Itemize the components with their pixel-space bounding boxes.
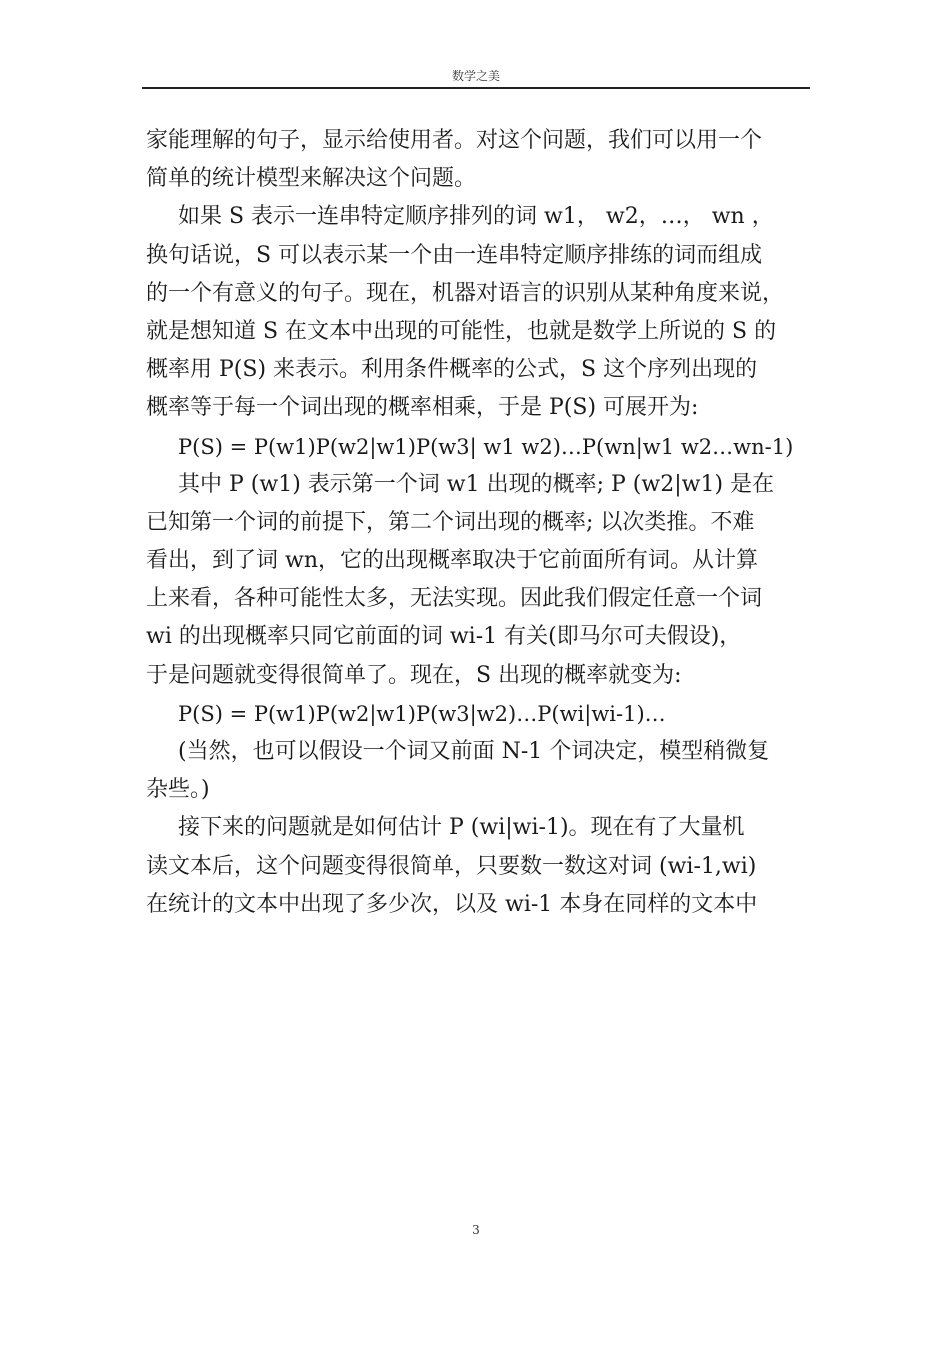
text-line: 概率等于每一个词出现的概率相乘，于是 P(S) 可展开为:: [146, 395, 699, 421]
text-line: 家能理解的句子，显示给使用者。对这个问题，我们可以用一个: [146, 128, 763, 153]
text-line: 读文本后，这个问题变得很简单，只要数一数这对词 (wi-1,wi): [146, 853, 757, 879]
text-line: 的一个有意义的句子。现在，机器对语言的识别从某种角度来说，: [146, 280, 785, 306]
page-number: 3: [472, 1223, 480, 1237]
text-line: 接下来的问题就是如何估计 P (wi|wi-1)。现在有了大量机: [178, 815, 745, 841]
text-line: (当然，也可以假设一个词又前面 N-1 个词决定，模型稍微复: [178, 739, 770, 764]
formula-line: P(S) = P(w1)P(w2|w1)P(w3|w2)…P(wi|wi-1)…: [178, 701, 666, 726]
header-divider: [142, 87, 810, 89]
body-text: [146, 122, 810, 924]
text-line: 已知第一个词的前提下，第二个词出现的概率; 以次类推。不难: [146, 509, 755, 535]
text-line: 杂些。): [146, 777, 210, 803]
text-line: 上来看，各种可能性太多，无法实现。因此我们假定任意一个词: [146, 586, 763, 612]
text-line: 就是想知道 S 在文本中出现的可能性，也就是数学上所说的 S 的: [146, 318, 777, 344]
text-line: 于是问题就变得很简单了。现在，S 出现的概率就变为:: [146, 662, 682, 688]
formula-line: P(S) = P(w1)P(w2|w1)P(w3| w1 w2)…P(wn|w1 w2…wn-1): [178, 434, 794, 459]
text-line: 如果 S 表示一连串特定顺序排列的词 w1， w2，…， wn ，: [178, 204, 774, 230]
text-line: 概率用 P(S) 来表示。利用条件概率的公式，S 这个序列出现的: [146, 357, 758, 383]
text-line: 看出，到了词 wn，它的出现概率取决于它前面所有词。从计算: [146, 548, 758, 574]
text-line: 其中 P (w1) 表示第一个词 w1 出现的概率; P (w2|w1) 是在: [178, 471, 775, 497]
text-line: 在统计的文本中出现了多少次，以及 wi-1 本身在同样的文本中: [146, 891, 758, 917]
text-line: wi 的出现概率只同它前面的词 wi-1 有关(即马尔可夫假设)，: [146, 624, 742, 650]
text-line: 简单的统计模型来解决这个问题。: [146, 166, 477, 192]
text-line: 换句话说，S 可以表示某一个由一连串特定顺序排练的词而组成: [146, 242, 763, 268]
page-header-title: 数学之美: [451, 69, 500, 83]
